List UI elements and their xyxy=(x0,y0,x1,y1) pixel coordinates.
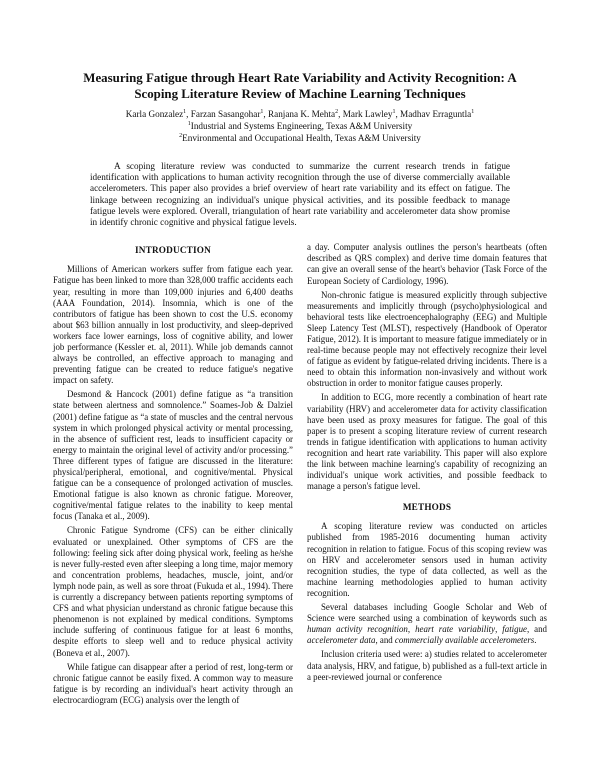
author-name: Ranjana K. Mehta$^2$ xyxy=(268,108,339,119)
methods-paragraph-3: Inclusion criteria used were: a) studies related to accelerometer data analysis, HRV, and fatigue, b) published as a full-text article in a peer-reviewed journal or conference xyxy=(307,649,547,682)
keyword: fatigue xyxy=(502,624,527,635)
intro-continuation: a day. Computer analysis outlines the person's heartbeats (often described as QRS complex) and derive time domain features that can give an overall sense of the heart's behavior (Task Force of the European Society of Cardiology, 1996). xyxy=(307,242,547,286)
intro-paragraph-5: Non-chronic fatigue is measured explicitly through subjective measurements and implicitly through (psycho)physiological and behavioral tests like electroencephalography (EEG) and Multiple Sleep Latency Test (MLST), respectively (Handbook of Operator Fatigue, 2012). It is important to measure fatigue immediately or in real-time because people may not effectively recognize their level of fatigue as evident by fatigue-related driving incidents. There is a need to obtain this information non-invasively and without work obstruction in order to monitor fatigue causes properly. xyxy=(307,289,547,389)
keyword: human activity recognition xyxy=(307,624,408,635)
author-name: Farzan Sasangohar$^1$ xyxy=(190,108,264,119)
keyword: commercially available accelerometers xyxy=(394,635,535,646)
author-name: Mark Lawley$^1$ xyxy=(342,108,396,119)
keyword: accelerometer data xyxy=(307,635,376,646)
intro-paragraph-2: Desmond & Hancock (2001) define fatigue as “a transition state between alertness and somnolence.” Soames-Job & Dalziel (2001) define fatigue as “a state of muscles and the central nervous system in which prolonged physical activity or mental processing, in the absence of sufficient rest, leads to insufficient capacity or energy to maintain the original level of activity and/or processing.” Three different types of fatigue are discussed in the literature: physical/peripheral, emotional, and cognitive/mental. Physical fatigue can be a consequence of prolonged activation of muscles. Emotional fatigue is also known as chronic fatigue. Moreover, cognitive/mental fatigue relates to the inability to keep mental focus (Tanaka et al., 2009). xyxy=(53,389,293,522)
author-list: Karla Gonzalez$^1$, Farzan Sasangohar$^1$, Ranjana K. Mehta$^2$, Mark Lawley$^1$, Madhav Erraguntla$^1$ xyxy=(125,108,475,119)
affiliation-1: $^1$Industrial and Systems Engineering, Texas A&M University xyxy=(187,120,413,131)
introduction-heading: INTRODUCTION xyxy=(135,245,211,256)
left-column xyxy=(53,242,293,709)
author-name: Madhav Erraguntla$^1$ xyxy=(400,108,475,119)
intro-paragraph-1: Millions of American workers suffer from fatigue each year. Fatigue has been linked to more than 328,000 traffic accidents each year, resulting in more than 109,000 injuries and 6,400 deaths (AAA Foundation, 2014). Insomnia, which is one of the contributors of fatigue has been shown to cost the U.S. economy about $63 billion annually in lost productivity, and sleep-deprived workers face lower earnings, loss of cognitive ability, and lower job performance (Kessler et. al, 2011). While job demands cannot always be controlled, an effective approach to managing and preventing fatigue can be created to reduce fatigue's negative impact on safety. xyxy=(53,264,293,386)
author-name: Karla Gonzalez$^1$ xyxy=(125,108,187,119)
affiliation-2: $^2$Environmental and Occupational Health, Texas A&M University xyxy=(179,132,421,143)
paper-title: Measuring Fatigue through Heart Rate Variability and Activity Recognition: A Scoping Literature Review of Machine Learning Techniques xyxy=(83,71,517,101)
keyword: heart rate variability xyxy=(415,624,496,635)
intro-paragraph-3: Chronic Fatigue Syndrome (CFS) can be either clinically evaluated or unexplained. Other symptoms of CFS are the following: feeling sick after doing physical work, feeling as he/she is never fully-rested even after sleeping a long time, major memory and concentration problems, headaches, muscle, joint, and/or lymph node pain, as well as sore throat (Fukuda et al., 1994). There is currently a discrepancy between patients reporting symptoms of CFS and what physician understand as chronic fatigue because this phenomenon is not explained by medical conditions. Symptoms include suffering of continuous fatigue for at least 6 months, despite efforts to sleep well and to reduce physical activity (Boneva et al., 2007). xyxy=(53,525,293,658)
methods-paragraph-2: Several databases including Google Scholar and Web of Science were searched using a combination of keywords such as human activity recognition, heart rate variability, fatigue, and accelerometer data, and commercially available accelerometers. xyxy=(307,602,547,646)
body-columns xyxy=(53,242,547,709)
methods-paragraph-1: A scoping literature review was conducted on articles published from 1985-2016 documenting human activity recognition in relation to fatigue. Focus of this scoping review was on HRV and accelerometer sensors used in human activity recognition studies, the type of data collected, as well as the machine learning methodologies applied to human activity recognition. xyxy=(307,521,547,598)
methods-heading: METHODS xyxy=(402,502,452,513)
intro-paragraph-4: While fatigue can disappear after a period of rest, long-term or chronic fatigue cannot be easily fixed. A common way to measure fatigue is by recording an individual's heart activity through an electrocardiogram (ECG) analysis over the length of xyxy=(53,661,293,705)
right-column xyxy=(307,242,547,709)
abstract: A scoping literature review was conducted to summarize the current research trends in fatigue identification with applications to human activity recognition through the use of diverse commercially available accelerometers. This paper also provides a brief overview of heart rate variability and its effect on fatigue. The linkage between recognizing an individual's unique physical activities, and its possible feedback to manage fatigue levels were explored. Overall, triangulation of heart rate variability and accelerometer data show promise in identify chronic cognitive and physical fatigue levels. xyxy=(90,161,510,228)
intro-paragraph-6: In addition to ECG, more recently a combination of heart rate variability (HRV) and accelerometer data for activity classification have been used as proxy measures for fatigue. The goal of this paper is to present a scoping literature review of current research trends in fatigue identification with applications to human activity recognition and heart rate variability. This paper will also explore the link between machine learning's capability of recognizing an individual's unique work activities, and possible feedback to manage a person's fatigue level. xyxy=(307,392,547,492)
